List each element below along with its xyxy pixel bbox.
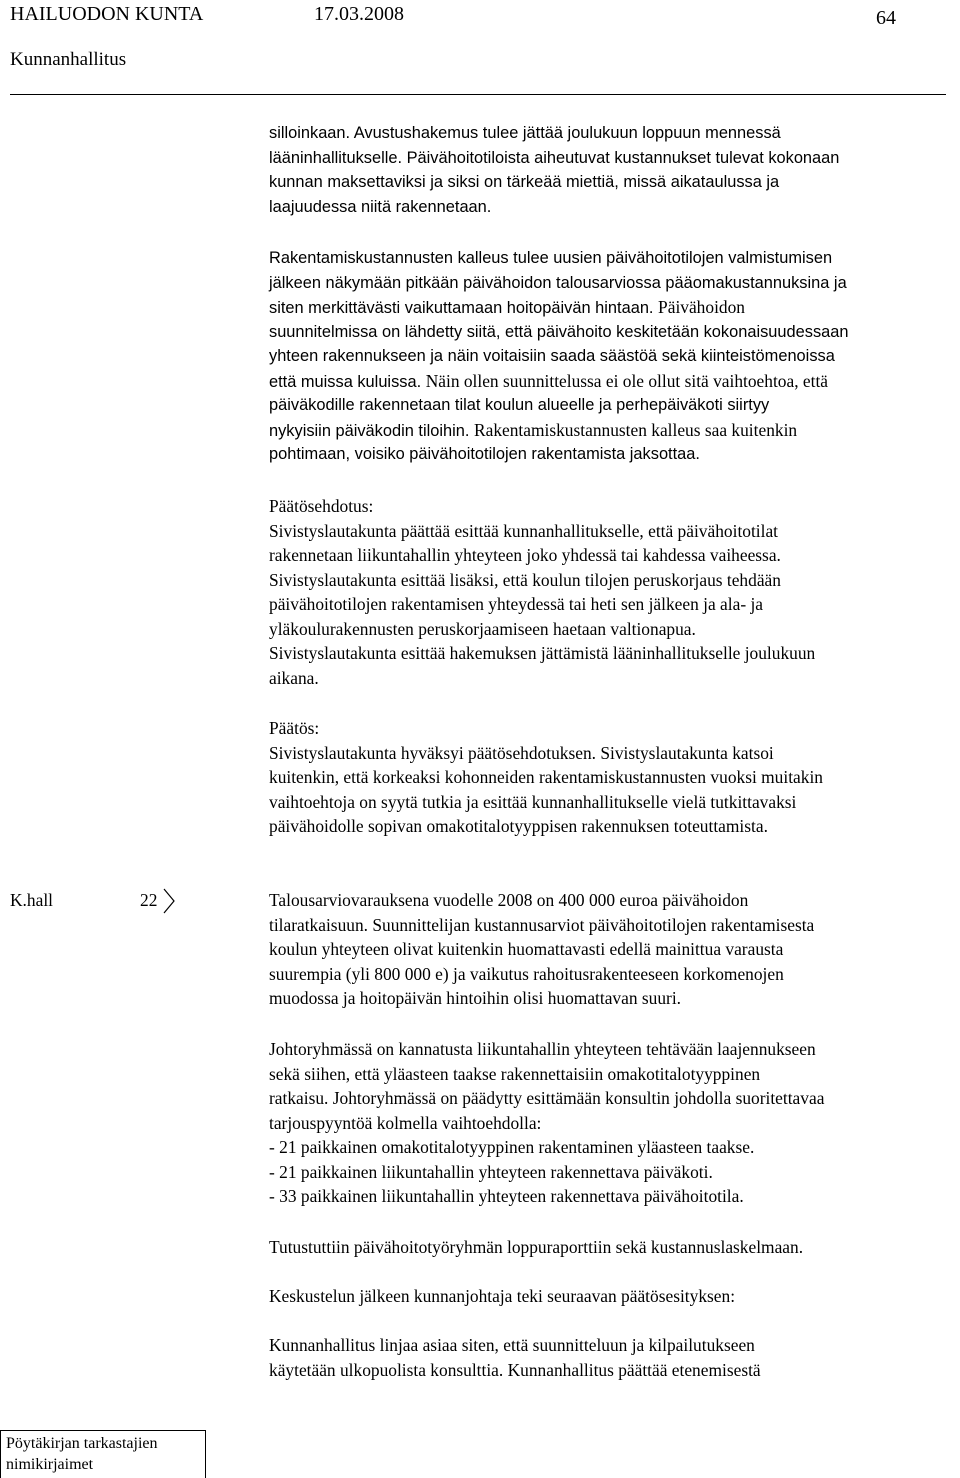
text-line: käytetään ulkopuolista konsulttia. Kunnanhallitus päättää etenemisestä [269, 1359, 761, 1380]
signature-label [6, 1433, 158, 1475]
text-line [269, 369, 959, 394]
section-label: K.hall [10, 890, 53, 910]
text-line: suurempia (yli 800 000 e) ja vaikutus rahoitusrakenteeseen korkomenojen [269, 963, 784, 984]
text-line: lääninhallitukselle. Päivähoitotiloista aiheutuvat kustannukset tulevat kokonaan [269, 148, 840, 167]
text-line: jälkeen näkymään pitkään päivähoidon talousarviossa pääomakustannuksina ja [269, 273, 847, 292]
paragraph-3 [269, 494, 959, 690]
text-line: Talousarviovarauksena vuodelle 2008 on 400 000 euroa päivähoidon [269, 890, 749, 910]
text-line: Sivistyslautakunta päättää esittää kunnanhallitukselle, että päivähoitotilat [269, 520, 779, 541]
text-line: silloinkaan. Avustushakemus tulee jättää joulukuun loppuun mennessä [269, 124, 781, 142]
text-line: kuitenkin, että korkeaksi kohonneiden rakentamiskustannusten vuoksi muitakin [269, 767, 823, 787]
section-paragraph-5 [269, 1333, 959, 1382]
text-line: sekä siihen, että yläasteen taakse rakennettaisiin omakotitalotyyppinen [269, 1063, 761, 1084]
section-mark-icon [160, 887, 180, 915]
text-line: Sivistyslautakunta hyväksyi päätösehdotuksen. Sivistyslautakunta katsoi [269, 742, 774, 763]
text-line: koulun yhteyteen olivat kuitenkin huomattavasti edellä mainittua varausta [269, 939, 784, 959]
text-fragment: Päivähoidon [658, 297, 745, 317]
text-line: - 33 paikkainen liikuntahallin yhteyteen rakennettava päivähoitotila. [269, 1186, 744, 1206]
section-paragraph-1 [269, 888, 959, 1011]
text-line: muodossa ja hoitopäivän hintoihin olisi huomattavan suuri. [269, 988, 682, 1008]
text-line: - 21 paikkainen liikuntahallin yhteyteen rakennettava päiväkoti. [269, 1161, 713, 1182]
text-line: kunnan maksettaviksi ja siksi on tärkeää miettiä, missä aikataulussa ja [269, 173, 780, 191]
text-fragment: siten merkittävästi vaikuttamaan hoitopäivän hintaan. [269, 299, 654, 317]
text-line: suunnitelmissa on lähdetty siitä, että päivähoito keskitetään kokonaisuudessaan [269, 322, 849, 341]
text-line: päivähoitotilojen rakentamisen yhteydessä tai heti sen jälkeen ja ala- ja [269, 594, 764, 614]
text-line: aikana. [269, 667, 319, 688]
text-line: Kunnanhallitus linjaa asiaa siten, että suunnitteluun ja kilpailutukseen [269, 1335, 755, 1355]
section-number: 22 [140, 890, 158, 910]
text-line: päiväkodille rakennetaan tilat koulun alueelle ja perhepäiväkoti siirtyy [269, 396, 770, 414]
text-fragment: nykyisiin päiväkodin tiloihin. [269, 421, 470, 440]
municipality-name: HAILUODON KUNTA [10, 3, 204, 25]
text-line: Keskustelun jälkeen kunnanjohtaja teki seuraavan päätösesityksen: [269, 1286, 736, 1306]
text-line: tarjouspyyntöä kolmella vaihtoehdolla: [269, 1112, 542, 1133]
text-line: - 21 paikkainen omakotitalotyyppinen rakentaminen yläasteen taakse. [269, 1137, 755, 1157]
section-paragraph-2 [269, 1037, 959, 1209]
text-line: Johtoryhmässä on kannatusta liikuntahallin yhteyteen tehtävään laajennukseen [269, 1039, 816, 1059]
text-line: rakennetaan liikuntahallin yhteyteen joko yhdessä tai kahdessa vaiheessa. [269, 545, 781, 565]
text-line [269, 295, 959, 320]
text-fragment: Näin ollen suunnittelussa ei ole ollut sitä vaihtoehtoa, että [425, 370, 829, 391]
header-rule [10, 94, 946, 95]
text-line: ratkaisu. Johtoryhmässä on päädytty esittämään konsultin johdolla suoritettavaa [269, 1088, 825, 1108]
document-date: 17.03.2008 [314, 3, 404, 25]
paragraph-1 [269, 121, 959, 219]
paragraph-4 [269, 716, 959, 839]
section-paragraph-3 [269, 1235, 959, 1260]
section-paragraph-4 [269, 1284, 959, 1309]
text-line: Sivistyslautakunta esittää lisäksi, että koulun tilojen peruskorjaus tehdään [269, 569, 781, 590]
text-line: tilaratkaisuun. Suunnittelijan kustannusarviot päivähoitotilojen rakentamisesta [269, 914, 815, 935]
text-line: laajuudessa niitä rakennetaan. [269, 197, 492, 216]
signature-label-line: nimikirjaimet [6, 1456, 94, 1473]
text-line: yläkoulurakennusten peruskorjaamiseen haetaan valtionapua. [269, 618, 696, 639]
text-line: yhteen rakennukseen ja näin voitaisiin saada säästöä sekä kiinteistömenoissa [269, 347, 835, 365]
text-line: pohtimaan, voisiko päivähoitotilojen rakentamista jaksottaa. [269, 445, 700, 463]
page-number: 64 [876, 7, 896, 29]
body-name: Kunnanhallitus [10, 49, 127, 70]
text-line: Tutustuttiin päivähoitotyöryhmän loppuraporttiin sekä kustannuslaskelmaan. [269, 1237, 804, 1257]
text-line: päivähoidolle sopivan omakotitalotyyppisen rakennuksen toteuttamista. [269, 816, 768, 836]
text-line: Päätös: [269, 718, 320, 738]
text-fragment: Rakentamiskustannusten kalleus saa kuitenkin [474, 419, 798, 440]
text-line: vaihtoehtoja on syytä tutkia ja esittää kunnanhallitukselle vielä tutkittavaksi [269, 791, 797, 812]
paragraph-2 [269, 246, 959, 467]
text-line: Sivistyslautakunta esittää hakemuksen jättämistä lääninhallitukselle joulukuun [269, 643, 816, 663]
signature-label-line: Pöytäkirjan tarkastajien [6, 1435, 158, 1452]
text-line: Päätösehdotus: [269, 496, 374, 516]
text-line [269, 418, 959, 443]
text-line: Rakentamiskustannusten kalleus tulee uusien päivähoitotilojen valmistumisen [269, 249, 833, 267]
text-fragment: että muissa kuluissa. [269, 372, 422, 391]
